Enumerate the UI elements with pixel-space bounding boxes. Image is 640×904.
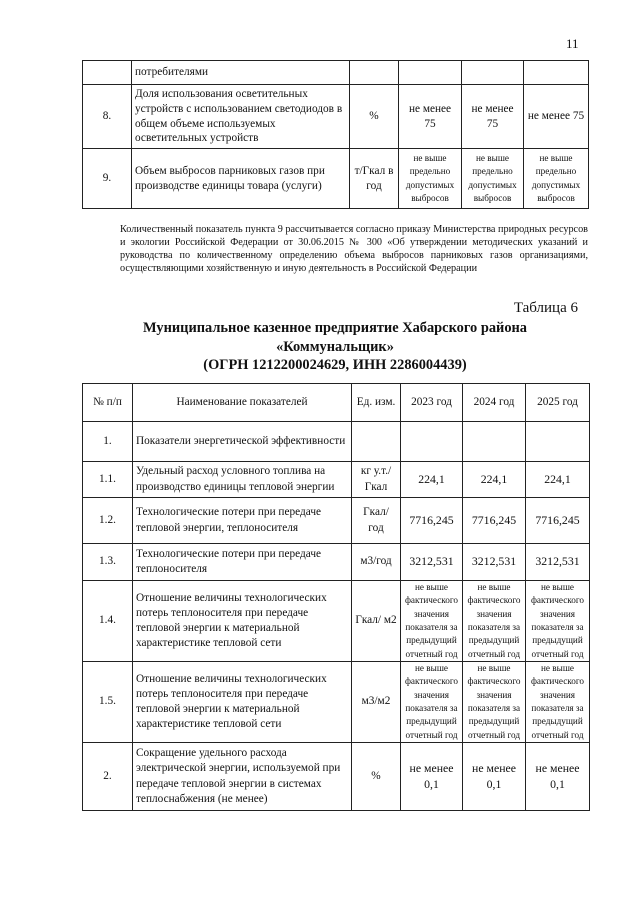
header-unit: Ед. изм. <box>352 384 401 422</box>
value-2023: 224,1 <box>401 462 463 498</box>
indicator-name: Отношение величины технологических потерь теплоносителя при передаче тепловой энергии к материальной характеристике тепловой сети <box>133 581 352 662</box>
indicator-name: Доля использования осветительных устройств с использованием светодиодов в общем объеме используемых осветительных устройств <box>132 85 350 149</box>
value-2024: не выше предельно допустимых выбросов <box>462 149 524 209</box>
indicator-name: Показатели энергетической эффективности <box>133 422 352 462</box>
indicator-name: потребителями <box>132 61 350 85</box>
unit-cell <box>352 422 401 462</box>
table-row <box>83 743 590 811</box>
efficiency-indicators-table <box>82 383 590 811</box>
unit-cell: % <box>352 743 401 811</box>
row-number: 9. <box>83 149 132 209</box>
table-row <box>83 149 589 209</box>
row-number: 2. <box>83 743 133 811</box>
value-2025: 7716,245 <box>526 498 590 544</box>
value-2025: не выше фактического значения показателя за предыдущий отчетный год <box>526 662 590 743</box>
table-row <box>83 544 590 581</box>
organization-name: Муниципальное казенное предприятие Хабарского района <box>142 320 528 336</box>
value-2024: 3212,531 <box>463 544 526 581</box>
unit-cell: кг у.т./ Гкал <box>352 462 401 498</box>
value-2023: 3212,531 <box>401 544 463 581</box>
indicator-name: Технологические потери при передаче теплоносителя <box>133 544 352 581</box>
table-row <box>83 85 589 149</box>
footnote-paragraph: Количественный показатель пункта 9 рассчитывается согласно приказу Министерства природных ресурсов и экологии Российской Федерации от 30.06.2015 № 300 «Об утверждении методических указаний и руководства по количественному определению объема выбросов парниковых газов организациями, осуществляющими хозяйственную и иную деятельность в Российской Федерации <box>120 224 588 274</box>
unit-cell: Гкал/ год <box>352 498 401 544</box>
value-2023: не выше фактического значения показателя за предыдущий отчетный год <box>401 581 463 662</box>
value-2025: не менее 75 <box>524 85 589 149</box>
value-2025: 224,1 <box>526 462 590 498</box>
row-number: 1.3. <box>83 544 133 581</box>
row-number <box>83 61 132 85</box>
table-label: Таблица 6 <box>513 300 578 316</box>
row-number: 1.1. <box>83 462 133 498</box>
value-2023: 7716,245 <box>401 498 463 544</box>
indicators-table-continued <box>82 60 589 209</box>
row-number: 1.5. <box>83 662 133 743</box>
unit-cell: Гкал/ м2 <box>352 581 401 662</box>
value-2025: 3212,531 <box>526 544 590 581</box>
indicator-name: Технологические потери при передаче тепловой энергии, теплоносителя <box>133 498 352 544</box>
value-2025: не менее 0,1 <box>526 743 590 811</box>
value-2023: не выше предельно допустимых выбросов <box>399 149 462 209</box>
indicator-name: Отношение величины технологических потерь теплоносителя при передаче тепловой энергии к материальной характеристике тепловой сети <box>133 662 352 743</box>
table-header-row <box>83 384 590 422</box>
value-2024: не менее 75 <box>462 85 524 149</box>
header-number: № п/п <box>83 384 133 422</box>
table-row <box>83 498 590 544</box>
value-2025: не выше фактического значения показателя за предыдущий отчетный год <box>526 581 590 662</box>
header-name: Наименование показателей <box>133 384 352 422</box>
indicator-name: Сокращение удельного расхода электрической энергии, используемой при передаче тепловой энергии в системах теплоснабжения (не менее) <box>133 743 352 811</box>
row-number: 1.2. <box>83 498 133 544</box>
header-2025: 2025 год <box>526 384 590 422</box>
row-number: 1.4. <box>83 581 133 662</box>
unit-cell: % <box>350 85 399 149</box>
value-2023 <box>401 422 463 462</box>
table-row <box>83 581 590 662</box>
unit-cell: т/Гкал в год <box>350 149 399 209</box>
table-row <box>83 662 590 743</box>
value-2025 <box>524 61 589 85</box>
indicator-name: Объем выбросов парниковых газов при производстве единицы товара (услуги) <box>132 149 350 209</box>
page-number: 11 <box>566 36 579 51</box>
table-row <box>83 462 590 498</box>
value-2024: 224,1 <box>463 462 526 498</box>
value-2025: не выше предельно допустимых выбросов <box>524 149 589 209</box>
value-2024: не выше фактического значения показателя за предыдущий отчетный год <box>463 662 526 743</box>
table-row <box>83 422 590 462</box>
unit-cell <box>350 61 399 85</box>
header-2024: 2024 год <box>463 384 526 422</box>
organization-short-name: «Коммунальщик» <box>276 339 394 355</box>
value-2024 <box>463 422 526 462</box>
organization-registration: (ОГРН 1212200024629, ИНН 2286004439) <box>203 357 467 373</box>
value-2023: не менее 0,1 <box>401 743 463 811</box>
value-2023: не менее 75 <box>399 85 462 149</box>
unit-cell: м3/м2 <box>352 662 401 743</box>
value-2024 <box>462 61 524 85</box>
row-number: 8. <box>83 85 132 149</box>
value-2024: не выше фактического значения показателя за предыдущий отчетный год <box>463 581 526 662</box>
unit-cell: м3/год <box>352 544 401 581</box>
header-2023: 2023 год <box>401 384 463 422</box>
row-number: 1. <box>83 422 133 462</box>
value-2025 <box>526 422 590 462</box>
value-2024: 7716,245 <box>463 498 526 544</box>
value-2024: не менее 0,1 <box>463 743 526 811</box>
value-2023 <box>399 61 462 85</box>
indicator-name: Удельный расход условного топлива на производство единицы тепловой энергии <box>133 462 352 498</box>
table-row <box>83 61 589 85</box>
value-2023: не выше фактического значения показателя за предыдущий отчетный год <box>401 662 463 743</box>
